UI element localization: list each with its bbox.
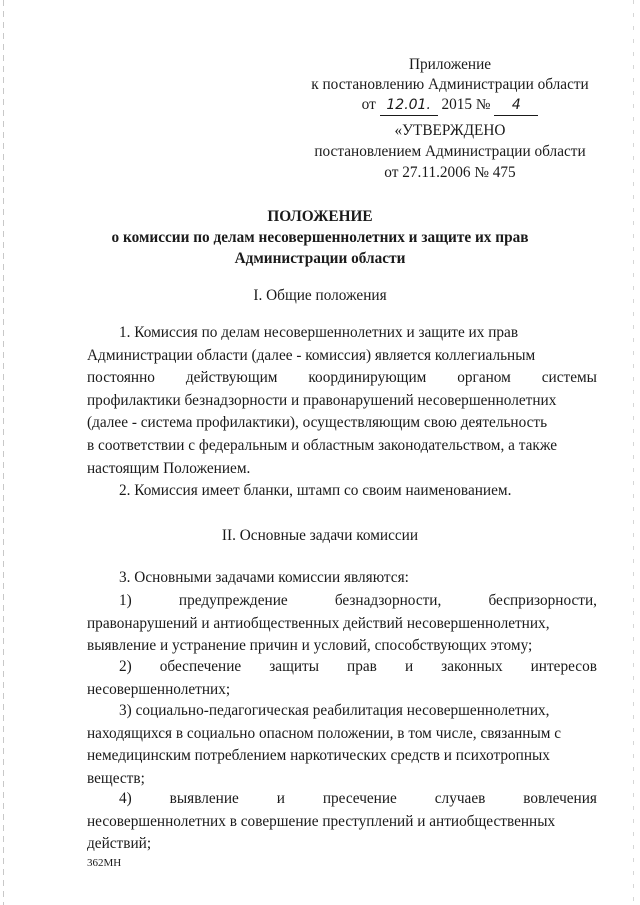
paragraph-1	[87, 322, 597, 480]
document-title	[80, 206, 560, 269]
word: 4)	[119, 790, 132, 807]
word: и	[276, 790, 285, 807]
handwritten-date: 12.01.	[380, 95, 438, 116]
year-and-number-label: 2015 №	[441, 96, 491, 113]
word: пресечение	[322, 790, 397, 807]
paragraph-line: профилактики безнадзорности и правонарушений несовершеннолетних	[87, 391, 557, 409]
word: интересов	[530, 658, 597, 675]
word: безнадзорности,	[334, 592, 442, 609]
paragraph-line: действий;	[87, 835, 152, 853]
word: обеспечение	[159, 658, 242, 675]
paragraph-line	[87, 367, 597, 390]
paragraph-line: правонарушений и антиобщественных действий несовершеннолетних,	[87, 614, 550, 632]
appendix-reference: к постановлению Администрации области	[311, 76, 589, 93]
word: прав	[347, 658, 377, 675]
word: действующим	[185, 369, 278, 387]
paragraph-line: 3) социально-педагогическая реабилитация несовершеннолетних,	[119, 702, 550, 719]
section-2-heading: II. Основные задачи комиссии	[221, 527, 419, 544]
paragraph-line: настоящим Положением.	[87, 459, 251, 477]
title-subject: о комиссии по делам несовершеннолетних и защите их прав	[111, 229, 529, 246]
section-1-heading: I. Общие положения	[253, 287, 387, 304]
word: и	[404, 658, 414, 675]
word: органом	[457, 369, 511, 387]
paragraph-line: немедицинским потреблением наркотических средств и психотропных	[87, 747, 550, 765]
paragraph-line: 1. Комиссия по делам несовершеннолетних и защите их прав	[119, 324, 519, 341]
word: координирующим	[308, 369, 427, 387]
paragraph-line: веществ;	[87, 769, 145, 787]
approval-heading: «УТВЕРЖДЕНО	[394, 122, 506, 139]
paragraph-line: несовершеннолетних в совершение преступлений и антиобщественных	[87, 812, 556, 830]
handwritten-number: 4	[494, 95, 538, 116]
paragraph-line: в соответствии с федеральным и областным законодательством, а также	[87, 436, 557, 454]
word: 2)	[119, 658, 132, 675]
paragraph-line: выявление и устранение причин и условий, способствующих этому;	[87, 637, 533, 655]
paragraph-line	[87, 788, 597, 811]
paragraph-2: 2. Комиссия имеет бланки, штамп со своим наименованием.	[119, 482, 512, 499]
appendix-date-line	[300, 95, 600, 116]
word: предупреждение	[178, 592, 288, 609]
approval-by: постановлением Администрации области	[314, 143, 586, 160]
paragraph-line: находящихся в социально опасном положении, в том числе, связанным с	[87, 724, 562, 742]
paragraph-line	[87, 656, 597, 679]
task-item-3	[87, 700, 597, 790]
word: вовлечения	[523, 790, 597, 807]
date-prefix: от	[361, 96, 376, 113]
scan-edge-right	[633, 0, 634, 905]
paragraph-line: Администрации области (далее - комиссия) является коллегиальным	[87, 346, 536, 364]
word: постоянно	[87, 369, 155, 387]
word: выявление	[169, 790, 239, 807]
word: законных	[441, 658, 503, 675]
word: 1)	[119, 592, 132, 609]
paragraph-line	[87, 590, 597, 613]
word: беспризорности,	[488, 592, 597, 609]
paragraph-line: (далее - система профилактики), осуществляющим свою деятельность	[87, 414, 548, 432]
title-main: ПОЛОЖЕНИЕ	[267, 208, 373, 225]
footer-code: 362МН	[87, 857, 122, 869]
approval-date: от 27.11.2006 № 475	[384, 164, 516, 181]
word: случаев	[434, 790, 486, 807]
appendix-label: Приложение	[408, 56, 492, 73]
title-organization: Администрации области	[234, 250, 406, 267]
word: защиты	[269, 658, 320, 675]
task-item-2	[87, 656, 597, 701]
word: системы	[541, 369, 597, 387]
task-item-4	[87, 788, 597, 856]
task-item-1	[87, 590, 597, 658]
paragraph-line: несовершеннолетних;	[87, 680, 231, 698]
scan-edge-left	[3, 0, 4, 905]
paragraph-3: 3. Основными задачами комиссии являются:	[119, 569, 409, 586]
